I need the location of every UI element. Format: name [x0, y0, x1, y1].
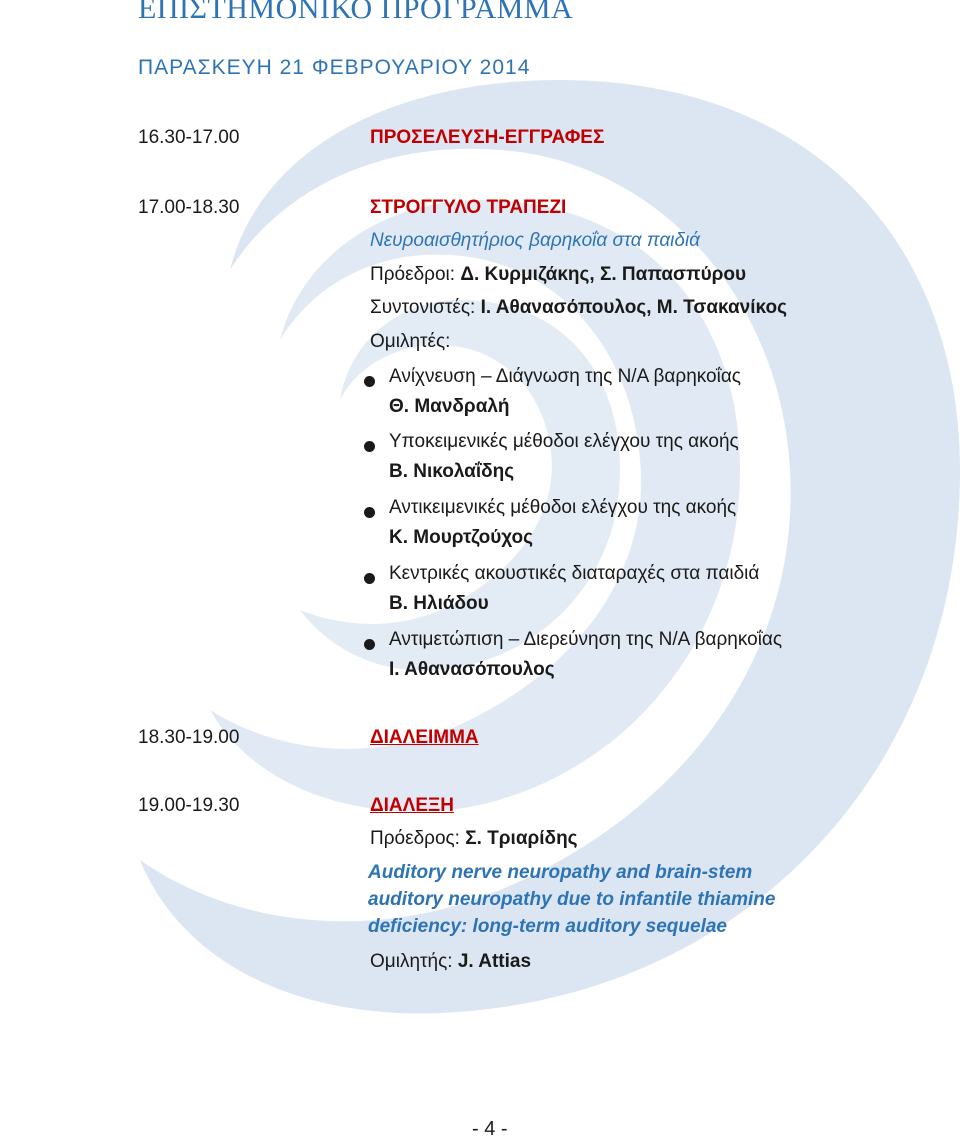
session-time: 19.00-19.30	[138, 795, 240, 816]
lecture-title-line: Auditory nerve neuropathy and brain-stem	[368, 862, 753, 883]
program-date: ΠΑΡΑΣΚΕΥΗ 21 ΦΕΒΡΟΥΑΡΙΟΥ 2014	[138, 56, 531, 79]
bullet-icon	[364, 376, 375, 387]
talk-topic: Ανίχνευση – Διάγνωση της Ν/Α βαρηκοΐας	[389, 366, 741, 387]
chair-label: Πρόεδρος:	[370, 828, 460, 849]
coordinators-line	[370, 297, 787, 319]
lecture-speaker-line	[370, 951, 531, 973]
talk-speaker: Θ. Μανδραλή	[389, 396, 510, 417]
bullet-icon	[364, 507, 375, 518]
talk-topic: Υποκειμενικές μέθοδοι ελέγχου της ακοής	[389, 431, 739, 452]
chair-name: Σ. Τριαρίδης	[465, 828, 578, 849]
lecture-speaker-name: J. Attias	[457, 951, 532, 972]
session-title: ΣΤΡΟΓΓΥΛΟ ΤΡΑΠΕΖΙ	[370, 197, 567, 218]
talk-topic: Αντιμετώπιση – Διερεύνηση της Ν/Α βαρηκοΐας	[389, 629, 783, 650]
chairs-line	[370, 264, 746, 286]
chairs-names: Δ. Κυρμιζάκης, Σ. Παπασπύρου	[460, 264, 747, 285]
session-subtitle: Νευροαισθητήριος βαρηκοΐα στα παιδιά	[370, 230, 701, 251]
coordinators-names: Ι. Αθανασόπουλος, Μ. Τσακανίκος	[480, 297, 787, 318]
session-title: ΔΙΑΛΕΞΗ	[370, 795, 454, 816]
talk-speaker: Ι. Αθανασόπουλος	[389, 659, 555, 680]
chairs-label: Πρόεδροι:	[370, 264, 456, 285]
chair-line	[370, 828, 578, 850]
session-title: ΠΡΟΣΕΛΕΥΣΗ-ΕΓΓΡΑΦΕΣ	[370, 127, 605, 148]
bullet-icon	[364, 639, 375, 650]
bullet-icon	[364, 573, 375, 584]
session-time: 16.30-17.00	[138, 127, 240, 148]
page-number: - 4 -	[472, 1118, 508, 1140]
lecture-speaker-label: Ομιλητής:	[370, 951, 453, 972]
lecture-title-line: auditory neuropathy due to infantile thiamine	[368, 889, 776, 910]
talk-speaker: Κ. Μουρτζούχος	[389, 527, 534, 548]
talk-speaker: Β. Ηλιάδου	[389, 593, 489, 614]
session-title: ΔΙΑΛΕΙΜΜΑ	[370, 727, 479, 748]
speakers-label: Ομιλητές:	[370, 331, 451, 352]
talk-topic: Αντικειμενικές μέθοδοι ελέγχου της ακοής	[389, 497, 737, 518]
bullet-icon	[364, 441, 375, 452]
coordinators-label: Συντονιστές:	[370, 297, 476, 318]
talk-speaker: Β. Νικολαΐδης	[389, 461, 515, 482]
page-title: ΕΠΙΣΤΗΜΟΝΙΚΟ ΠΡΟΓΡΑΜΜΑ	[138, 0, 574, 25]
lecture-title-line: deficiency: long-term auditory sequelae	[368, 916, 727, 937]
session-time: 17.00-18.30	[138, 197, 240, 218]
talk-topic: Κεντρικές ακουστικές διαταραχές στα παιδιά	[389, 563, 760, 584]
session-time: 18.30-19.00	[138, 727, 240, 748]
